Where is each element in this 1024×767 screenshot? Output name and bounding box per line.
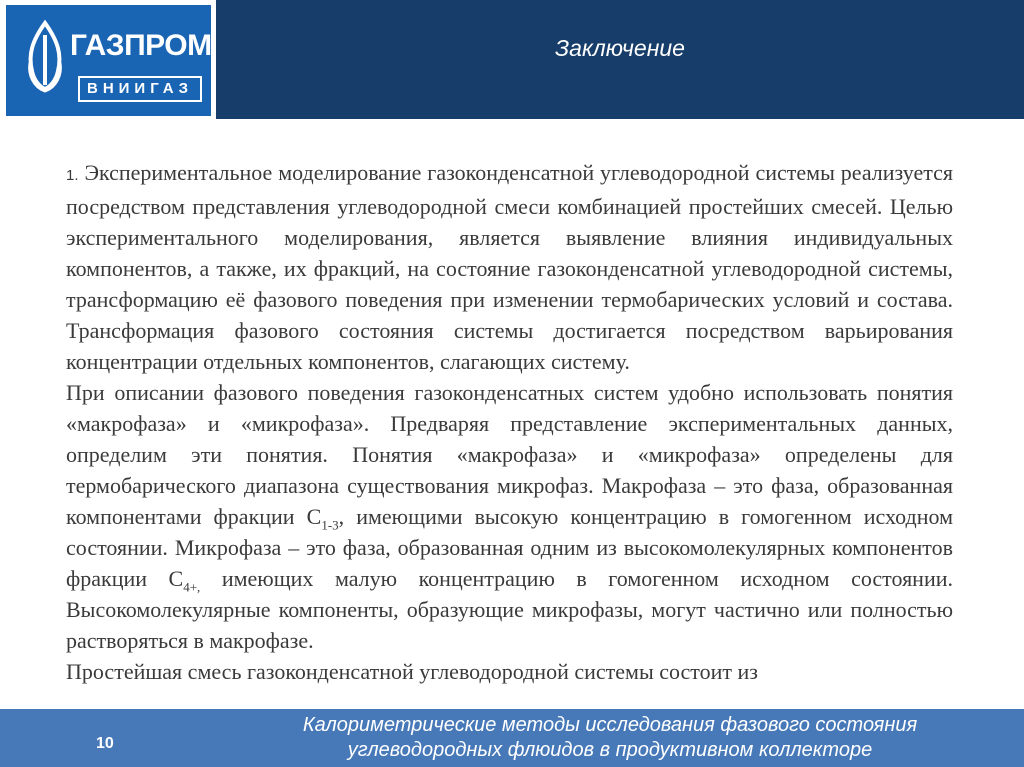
list-number: 1. xyxy=(66,167,79,184)
slide-body xyxy=(66,157,953,687)
paragraph-2-text-c: имеющих малую концентрацию в гомогенном исходном состоянии. Высокомолекулярные компоненты, образующие микрофазы, могут частично или полностью растворяться в макрофазе. xyxy=(66,566,954,653)
slide-footer xyxy=(0,709,1024,767)
footer-title-line-1: Калориметрические методы исследования фазового состояния xyxy=(302,714,918,736)
gas-flame-logo-icon xyxy=(20,19,70,99)
paragraph-3-text: Простейшая смесь газоконденсатной углеводородной системы состоит из xyxy=(66,659,758,684)
paragraph-1 xyxy=(66,157,953,377)
page-number: 10 xyxy=(96,735,114,752)
slide-header xyxy=(0,0,1024,121)
footer-title-line-2: углеводородных флюидов в продуктивном коллекторе xyxy=(347,739,873,761)
paragraph-2-text-b: , имеющими высокую концентрацию в гомогенном исходном состоянии. Микрофаза – это фаза, образованная одним из высокомолекулярных компонентов фракции С xyxy=(66,504,953,591)
paragraph-1-text: Экспериментальное моделирование газоконденсатной углеводородной системы реализуется посредством представления углеводородной смеси комбинацией простейших смесей. Целью экспериментального моделирования, является выявление влияния индивидуальных компонентов, а также, их фракций, на состояние газоконденсатной углеводородной системы, трансформацию её фазового поведения при изменении термобарических условий и состава. Трансформация фазового состояния системы достигается посредством варьирования концентрации отдельных компонентов, слагающих систему. xyxy=(66,160,954,374)
title-band xyxy=(216,0,1024,119)
gazprom-logo xyxy=(6,5,211,116)
footer-title xyxy=(200,713,1020,763)
subscript-c4plus: 4+, xyxy=(183,579,201,595)
subscript-c1-3: 1-3 xyxy=(321,517,339,533)
paragraph-2-text-a: При описании фазового поведения газоконденсатных систем удобно использовать понятия «макрофаза» и «микрофаза». Предваряя представление экспериментальных данных, определим эти понятия. Понятия «макрофаза» и «микрофаза» определены для термобарического диапазона существования микрофаз. Макрофаза – это фаза, образованная компонентами фракции С xyxy=(66,380,953,529)
slide-title: Заключение xyxy=(555,35,685,61)
paragraph-2 xyxy=(66,377,953,656)
logo-wordmark: ГАЗПРОМ xyxy=(70,29,212,62)
logo-subtitle: ВНИИГАЗ xyxy=(78,76,202,102)
paragraph-3 xyxy=(66,656,953,687)
